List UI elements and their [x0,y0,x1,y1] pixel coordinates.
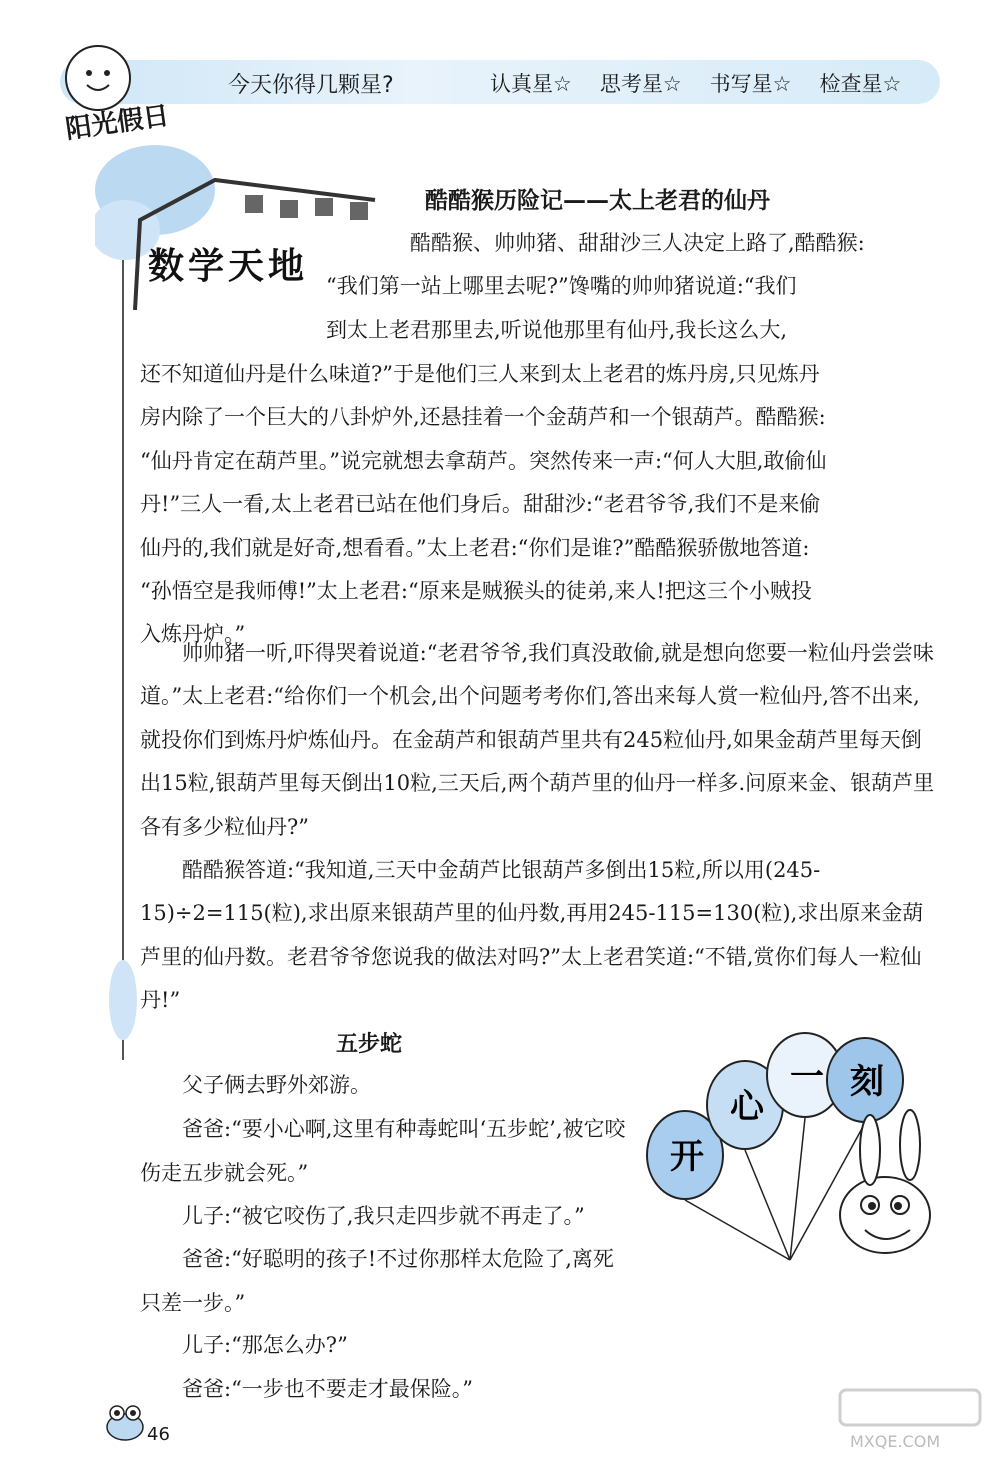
joke-line: 父子俩去野外郊游。 [182,1073,371,1097]
story1-line: 丹!”三人一看,太上老君已站在他们身后。甜甜沙:“老君爷爷,我们不是来偷 [140,492,821,517]
joke-line: 爸爸:“一步也不要走才最保险。” [182,1377,474,1401]
balloon-char: 一 [790,1057,824,1097]
balloon-char: 开 [670,1137,704,1177]
balloon-char: 刻 [850,1062,884,1102]
story1-line: 仙丹的,我们就是好奇,想看看。”太上老君:“你们是谁?”酷酷猴骄傲地答道: [140,535,810,560]
story1-line: 酷酷猴、帅帅猪、甜甜沙三人决定上路了,酷酷猴: [410,231,865,255]
story1-line: 入炼丹炉。” [140,622,246,647]
rabbit-icon [840,1110,930,1253]
story1-paragraph-3: 酷酷猴答道:“我知道,三天中金葫芦比银葫芦多倒出15粒,所以用(245-15)÷2=115(粒),求出原来银葫芦里的仙丹数,再用245-115=130(粒),求出原来金葫芦里的仙丹数。老君爷爷您说我的做法对吗?”太上老君笑道:“不错,赏你们每人一粒仙丹!” [140,858,924,1013]
star-rating-thinking: 思考星☆ [599,72,682,96]
story1-body [140,353,935,657]
section-badge: 数学天地 [148,246,309,287]
watermark-logo [830,1385,990,1455]
balloon-char: 心 [730,1087,764,1127]
page-number: 46 [147,1424,170,1445]
story1-title: 酷酷猴历险记——太上老君的仙丹 [425,188,770,214]
joke-line: 儿子:“被它咬伤了,我只走四步就不再走了。” [182,1204,585,1228]
story1-intro [326,222,933,352]
story1-paragraph-2: 帅帅猪一听,吓得哭着说道:“老君爷爷,我们真没敢偷,就是想向您要一粒仙丹尝尝味道。”太上老君:“给你们一个机会,出个问题考考你们,答出来每人赏一粒仙丹,答不出来,就投你们到炼丹炉炼仙丹。在金葫芦和银葫芦里共有245粒仙丹,如果金葫芦里每天倒出15粒,银葫芦里每天倒出10粒,三天后,两个葫芦里的仙丹一样多.问原来金、银葫芦里各有多少粒仙丹?” [140,641,935,839]
joke-line: 爸爸:“要小心啊,这里有种毒蛇叫‘五步蛇’,被它咬伤走五步就会死。” [140,1117,626,1185]
star-rating-writing: 书写星☆ [709,72,792,96]
brand-title: 阳光假日 [63,100,171,146]
story1-line: “仙丹肯定在葫芦里。”说完就想去拿葫芦。突然传来一声:“何人大胆,敢偷仙 [140,448,827,473]
vertical-line-decoration [108,260,138,1060]
joke-line: 儿子:“那怎么办?” [182,1333,348,1357]
story1-line: “孙悟空是我师傅!”太上老君:“原来是贼猴头的徒弟,来人!把这三个小贼投 [140,579,812,604]
star-rating-careful: 认真星☆ [490,72,572,96]
story1-line: 房内除了一个巨大的八卦炉外,还悬挂着一个金葫芦和一个银葫芦。酷酷猴: [140,405,826,430]
story1-line: 到太上老君那里去,听说他那里有仙丹,我长这么大, [326,317,788,342]
balloon-icon [827,1038,903,1122]
star-rating-checking: 检查星☆ [819,72,902,96]
star-ratings [490,68,901,98]
story2-title: 五步蛇 [336,1032,403,1057]
balloons-rabbit-illustration [630,1030,950,1270]
story1-line: 还不知道仙丹是什么味道?”于是他们三人来到太上老君的炼丹房,只见炼丹 [140,362,820,386]
star-question: 今天你得几颗星? [228,73,394,98]
frog-icon [100,1395,150,1445]
joke-line: 爸爸:“好聪明的孩子!不过你那样太危险了,离死只差一步。” [140,1247,614,1315]
watermark-text: MXQE.COM [850,1432,941,1451]
story1-line: “我们第一站上哪里去呢?”馋嘴的帅帅猪说道:“我们 [326,274,797,299]
page-header [0,40,1000,146]
